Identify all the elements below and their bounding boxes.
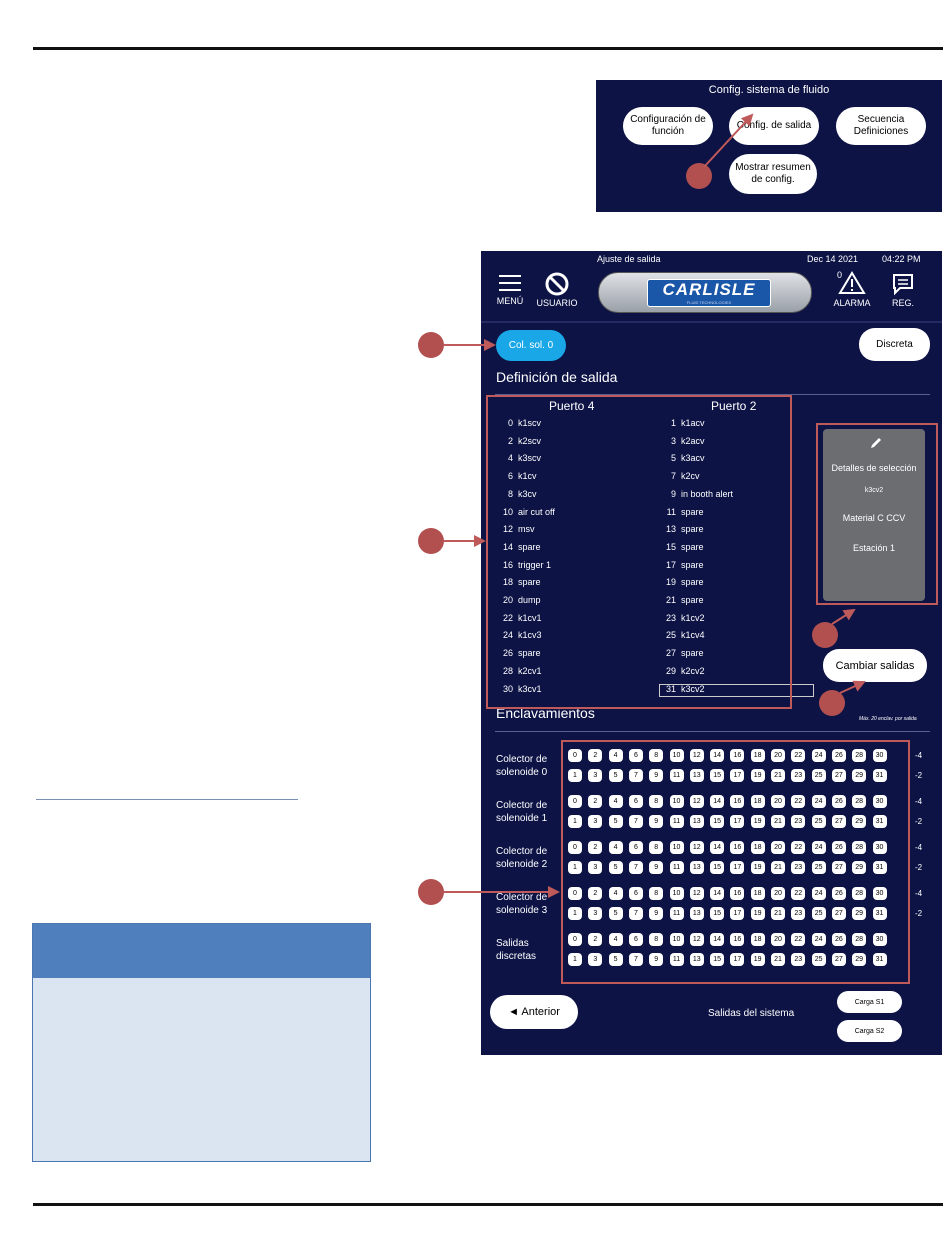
port-suffix: -4 [915, 751, 923, 760]
interlock-chip[interactable]: 27 [832, 861, 846, 874]
interlock-chip[interactable]: 21 [771, 907, 785, 920]
output-number: 18 [502, 577, 513, 588]
output-number: 31 [665, 683, 676, 694]
interlock-chip[interactable]: 11 [670, 907, 684, 920]
interlock-chip[interactable]: 14 [710, 887, 724, 900]
output-number: 26 [502, 648, 513, 659]
interlock-chip[interactable]: 12 [690, 795, 704, 808]
interlock-chip[interactable]: 4 [609, 795, 623, 808]
output-number: 17 [665, 559, 676, 570]
interlock-chip[interactable]: 2 [588, 887, 602, 900]
interlock-chip[interactable]: 31 [873, 861, 887, 874]
interlock-chip[interactable]: 27 [832, 815, 846, 828]
interlock-chip[interactable]: 18 [751, 795, 765, 808]
output-number: 1 [670, 418, 676, 428]
interlock-chip[interactable]: 3 [588, 815, 602, 828]
interlock-chip[interactable]: 20 [771, 841, 785, 854]
interlock-chip[interactable]: 27 [832, 769, 846, 782]
interlock-chip[interactable]: 28 [852, 887, 866, 900]
time-label: 04:22 PM [882, 254, 921, 264]
interlock-chip[interactable]: 1 [568, 815, 582, 828]
interlock-group-label-line: solenoide 1 [496, 813, 548, 824]
interlock-chip[interactable]: 16 [730, 795, 744, 808]
interlock-chip[interactable]: 18 [751, 841, 765, 854]
function-config-button[interactable]: Configuración de función [623, 107, 713, 145]
interlock-chip[interactable]: 17 [730, 861, 744, 874]
interlock-chip[interactable]: 23 [791, 769, 805, 782]
interlock-chip[interactable]: 8 [649, 749, 663, 762]
interlock-chip[interactable]: 6 [629, 795, 643, 808]
interlock-chip[interactable]: 8 [649, 795, 663, 808]
interlock-chip[interactable]: 16 [730, 841, 744, 854]
interlock-group-label-line: Colector de [496, 800, 548, 811]
output-number: 8 [507, 488, 513, 499]
output-config-button[interactable]: Config. de salida [729, 107, 819, 145]
interlock-chip[interactable]: 1 [568, 861, 582, 874]
interlock-chip[interactable]: 10 [670, 887, 684, 900]
interlock-chip[interactable]: 7 [629, 769, 643, 782]
interlock-chip[interactable]: 13 [690, 815, 704, 828]
output-name: spare [518, 541, 541, 552]
alarm-label: ALARMA [833, 298, 871, 308]
output-number: 24 [502, 630, 513, 641]
config-summary-button[interactable]: Mostrar resumen de config. [729, 154, 817, 194]
interlock-chip[interactable]: 17 [730, 815, 744, 828]
interlock-group-label-line: solenoide 2 [496, 859, 548, 870]
interlock-chip[interactable]: 22 [791, 887, 805, 900]
interlock-chip[interactable]: 24 [812, 841, 826, 854]
output-number: 25 [665, 630, 676, 641]
interlock-chip[interactable]: 7 [629, 861, 643, 874]
interlock-chip[interactable]: 29 [852, 861, 866, 874]
output-name: spare [681, 541, 704, 552]
output-number: 21 [665, 595, 676, 605]
interlock-chip[interactable]: 24 [812, 749, 826, 762]
interlock-chip[interactable]: 2 [588, 933, 602, 946]
output-name: k1cv4 [681, 630, 705, 641]
interlock-chip[interactable]: 30 [873, 795, 887, 808]
output-name: spare [681, 648, 704, 659]
interlock-chip[interactable]: 8 [649, 841, 663, 854]
user-label: USUARIO [536, 298, 578, 308]
interlock-chip[interactable]: 24 [812, 795, 826, 808]
output-name: k2acv [681, 435, 705, 446]
output-name: k3scv [518, 453, 542, 464]
interlock-group-label-line: solenoide 3 [496, 905, 548, 916]
interlock-chip[interactable]: 13 [690, 861, 704, 874]
interlock-chip[interactable]: 14 [710, 795, 724, 808]
port-2-header: Puerto 2 [711, 399, 757, 413]
interlock-chip[interactable]: 21 [771, 769, 785, 782]
interlock-chip[interactable]: 5 [609, 769, 623, 782]
interlock-chip[interactable]: 25 [812, 861, 826, 874]
interlock-chip[interactable]: 6 [629, 749, 643, 762]
interlock-chip[interactable]: 14 [710, 749, 724, 762]
output-name: spare [518, 648, 541, 659]
output-name: spare [681, 577, 704, 588]
interlock-chip[interactable]: 19 [751, 815, 765, 828]
interlock-chip[interactable]: 23 [791, 953, 805, 966]
output-number: 16 [502, 559, 513, 570]
interlock-chip[interactable]: 24 [812, 887, 826, 900]
interlock-chip[interactable]: 20 [771, 887, 785, 900]
output-name: air cut off [518, 506, 555, 517]
logo-subtext: FLUID TECHNOLOGIES [686, 300, 732, 305]
output-name: spare [681, 506, 704, 517]
interlock-chip[interactable]: 19 [751, 953, 765, 966]
interlock-chip[interactable]: 21 [771, 815, 785, 828]
output-name: trigger 1 [518, 559, 552, 570]
interlock-chip[interactable]: 3 [588, 769, 602, 782]
port-suffix: -4 [915, 889, 923, 898]
interlock-chip[interactable]: 14 [710, 841, 724, 854]
interlock-chip[interactable]: 1 [568, 907, 582, 920]
col-sol-0-button[interactable]: Col. sol. 0 [496, 330, 566, 361]
output-name: k1acv [681, 418, 705, 428]
port-suffix: -2 [915, 771, 923, 780]
output-number: 29 [665, 665, 676, 676]
interlock-chip[interactable]: 14 [710, 933, 724, 946]
interlock-chip[interactable]: 5 [609, 861, 623, 874]
interlock-chip[interactable]: 6 [629, 841, 643, 854]
interlock-chip[interactable]: 6 [629, 933, 643, 946]
interlock-chip[interactable]: 11 [670, 769, 684, 782]
interlocks-note: Máx. 20 enclav. por salida [859, 716, 917, 722]
interlock-chip[interactable]: 31 [873, 815, 887, 828]
interlock-chip[interactable]: 23 [791, 907, 805, 920]
interlock-chip[interactable]: 2 [588, 841, 602, 854]
interlock-chip[interactable]: 15 [710, 907, 724, 920]
interlock-chip[interactable]: 19 [751, 769, 765, 782]
interlock-chip[interactable]: 3 [588, 953, 602, 966]
output-number: 11 [666, 506, 676, 517]
output-name: spare [681, 524, 704, 535]
output-number: 5 [670, 453, 676, 464]
menu-label: MENÚ [496, 296, 524, 306]
interlock-chip[interactable]: 28 [852, 749, 866, 762]
interlock-chip[interactable]: 28 [852, 841, 866, 854]
interlock-chip[interactable]: 13 [690, 907, 704, 920]
interlock-chip[interactable]: 1 [568, 953, 582, 966]
interlock-chip[interactable]: 30 [873, 749, 887, 762]
port-4-header: Puerto 4 [549, 399, 595, 413]
interlock-chip[interactable]: 2 [588, 749, 602, 762]
interlock-chip[interactable]: 1 [568, 769, 582, 782]
output-number: 28 [502, 665, 513, 676]
interlock-chip[interactable]: 7 [629, 953, 643, 966]
output-name: spare [681, 559, 704, 570]
interlock-chip[interactable]: 10 [670, 933, 684, 946]
interlock-chip[interactable]: 25 [812, 815, 826, 828]
port-suffix: -2 [915, 863, 923, 872]
logo-text: CARLISLE [662, 280, 756, 299]
output-name: k3cv1 [518, 683, 542, 694]
screen-title: Ajuste de salida [597, 254, 661, 264]
interlock-chip[interactable]: 3 [588, 907, 602, 920]
interlock-chip[interactable]: 16 [730, 749, 744, 762]
output-name: dump [518, 595, 541, 605]
interlock-chip[interactable]: 27 [832, 907, 846, 920]
interlock-chip[interactable]: 4 [609, 933, 623, 946]
interlock-chip[interactable]: 23 [791, 815, 805, 828]
output-number: 12 [502, 524, 513, 535]
interlock-chip[interactable]: 28 [852, 795, 866, 808]
interlock-chip[interactable]: 25 [812, 907, 826, 920]
interlock-chip[interactable]: 17 [730, 953, 744, 966]
load-s2-button[interactable]: Carga S2 [837, 1020, 902, 1042]
interlock-chip[interactable]: 7 [629, 815, 643, 828]
output-number: 4 [507, 453, 513, 464]
interlock-chip[interactable]: 23 [791, 861, 805, 874]
interlock-chip[interactable]: 2 [588, 795, 602, 808]
output-name: k2cv2 [681, 665, 705, 676]
back-button[interactable]: ◄ Anterior [490, 995, 578, 1029]
interlocks-title: Enclavamientos [496, 705, 595, 721]
interlock-chip[interactable]: 10 [670, 795, 684, 808]
interlock-chip[interactable]: 24 [812, 933, 826, 946]
selection-station: Estación 1 [852, 543, 896, 553]
output-number: 3 [670, 435, 676, 446]
output-number: 9 [670, 488, 676, 499]
interlock-chip[interactable]: 29 [852, 769, 866, 782]
interlock-chip[interactable]: 0 [568, 933, 582, 946]
port-suffix: -2 [915, 817, 923, 826]
interlock-chip[interactable]: 7 [629, 907, 643, 920]
interlock-chip[interactable]: 16 [730, 887, 744, 900]
output-name: k3cv [518, 488, 537, 499]
interlock-chip[interactable]: 18 [751, 749, 765, 762]
interlock-chip[interactable]: 31 [873, 769, 887, 782]
interlock-chip[interactable]: 9 [649, 861, 663, 874]
interlock-chip[interactable]: 8 [649, 887, 663, 900]
interlock-chip[interactable]: 18 [751, 887, 765, 900]
output-name: in booth alert [681, 488, 734, 499]
output-number: 13 [665, 524, 676, 535]
interlock-chip[interactable]: 15 [710, 815, 724, 828]
interlock-chip[interactable]: 26 [832, 887, 846, 900]
output-number: 7 [670, 471, 676, 482]
system-outputs-label: Salidas del sistema [708, 1008, 795, 1019]
interlock-chip[interactable]: 11 [670, 815, 684, 828]
interlock-chip[interactable]: 17 [730, 907, 744, 920]
interlock-chip[interactable]: 26 [832, 749, 846, 762]
interlock-chip[interactable]: 0 [568, 841, 582, 854]
fluid-config-title: Config. sistema de fluido [708, 84, 830, 96]
interlock-chip[interactable]: 21 [771, 861, 785, 874]
interlock-chip[interactable]: 28 [852, 933, 866, 946]
output-number: 6 [507, 471, 513, 482]
interlock-chip[interactable]: 29 [852, 815, 866, 828]
interlock-chip[interactable]: 13 [690, 769, 704, 782]
output-number: 15 [665, 541, 676, 552]
selection-output-name: k3cv2 [864, 487, 884, 494]
output-name: k1scv [518, 418, 542, 428]
interlock-chip[interactable]: 16 [730, 933, 744, 946]
interlock-chip[interactable]: 4 [609, 749, 623, 762]
interlock-chip[interactable]: 15 [710, 953, 724, 966]
load-s1-button[interactable]: Carga S1 [837, 991, 902, 1013]
interlock-chip[interactable]: 6 [629, 887, 643, 900]
port-suffix: -4 [915, 797, 923, 806]
interlock-chip[interactable]: 31 [873, 907, 887, 920]
interlock-chip[interactable]: 19 [751, 861, 765, 874]
output-number: 22 [502, 612, 513, 623]
output-number: 27 [665, 648, 676, 659]
interlock-chip[interactable]: 5 [609, 815, 623, 828]
interlock-chip[interactable]: 30 [873, 887, 887, 900]
output-number: 14 [502, 541, 513, 552]
output-name: k1cv [518, 471, 537, 482]
output-number: 30 [502, 683, 513, 694]
output-name: spare [518, 577, 541, 588]
discrete-button[interactable]: Discreta [859, 328, 930, 361]
interlock-chip[interactable]: 22 [791, 795, 805, 808]
interlock-group-label-line: Colector de [496, 846, 548, 857]
interlock-chip[interactable]: 30 [873, 841, 887, 854]
output-number: 23 [665, 612, 676, 623]
interlock-chip[interactable]: 0 [568, 795, 582, 808]
output-number: 0 [507, 418, 513, 428]
interlock-chip[interactable]: 27 [832, 953, 846, 966]
selection-details-title: Detalles de selección [831, 463, 917, 473]
interlock-group-label-line: Colector de [496, 892, 548, 903]
port-suffix: -4 [915, 843, 923, 852]
interlock-chip[interactable]: 19 [751, 907, 765, 920]
interlock-chip[interactable]: 17 [730, 769, 744, 782]
date-label: Dec 14 2021 [807, 254, 859, 264]
interlock-chip[interactable]: 13 [690, 953, 704, 966]
output-name: k2cv1 [518, 665, 542, 676]
interlock-chip[interactable]: 10 [670, 841, 684, 854]
interlock-chip[interactable]: 9 [649, 907, 663, 920]
interlock-chip[interactable]: 15 [710, 861, 724, 874]
selection-material: Material C CCV [842, 513, 906, 523]
interlock-chip[interactable]: 22 [791, 841, 805, 854]
interlock-chip[interactable]: 25 [812, 953, 826, 966]
interlock-chip[interactable]: 0 [568, 749, 582, 762]
interlock-chip[interactable]: 12 [690, 933, 704, 946]
interlock-chip[interactable]: 11 [670, 953, 684, 966]
output-number: 2 [507, 435, 513, 446]
output-name: k2scv [518, 435, 542, 446]
interlock-chip[interactable]: 26 [832, 795, 846, 808]
sequence-definitions-button[interactable]: Secuencia Definiciones [836, 107, 926, 145]
output-name: msv [518, 524, 535, 535]
interlock-chip[interactable]: 12 [690, 749, 704, 762]
output-name: k1cv2 [681, 612, 705, 623]
port-suffix: -2 [915, 909, 923, 918]
interlock-chip[interactable]: 20 [771, 749, 785, 762]
interlock-chip[interactable]: 9 [649, 769, 663, 782]
interlock-chip[interactable]: 4 [609, 841, 623, 854]
interlock-chip[interactable]: 22 [791, 749, 805, 762]
output-name: spare [681, 595, 704, 605]
output-name: k1cv1 [518, 612, 542, 623]
output-number: 19 [665, 577, 676, 588]
output-name: k3cv2 [681, 683, 705, 694]
interlock-group-label-line: Salidas [496, 938, 529, 949]
output-name: k3acv [681, 453, 705, 464]
interlock-chip[interactable]: 5 [609, 953, 623, 966]
interlock-chip[interactable]: 12 [690, 841, 704, 854]
interlock-group-label-line: solenoide 0 [496, 767, 548, 778]
output-number: 20 [502, 595, 513, 605]
interlock-chip[interactable]: 4 [609, 887, 623, 900]
interlock-group-label-line: discretas [496, 951, 537, 962]
interlock-chip[interactable]: 3 [588, 861, 602, 874]
output-definition-title: Definición de salida [496, 369, 618, 385]
interlock-chip[interactable]: 9 [649, 953, 663, 966]
interlock-chip[interactable]: 9 [649, 815, 663, 828]
interlock-chip[interactable]: 10 [670, 749, 684, 762]
alarm-count: 0 [837, 270, 843, 280]
output-number: 10 [502, 506, 513, 517]
interlock-chip[interactable]: 5 [609, 907, 623, 920]
interlock-chip[interactable]: 30 [873, 933, 887, 946]
interlock-chip[interactable]: 18 [751, 933, 765, 946]
output-name: k1cv3 [518, 630, 542, 641]
interlock-chip[interactable]: 22 [791, 933, 805, 946]
interlock-chip[interactable]: 12 [690, 887, 704, 900]
output-name: k2cv [681, 471, 700, 482]
interlock-chip[interactable]: 26 [832, 841, 846, 854]
interlock-chip[interactable]: 29 [852, 953, 866, 966]
interlock-group-label-line: Colector de [496, 754, 548, 765]
interlock-chip[interactable]: 20 [771, 933, 785, 946]
interlock-chip[interactable]: 21 [771, 953, 785, 966]
interlock-chip[interactable]: 8 [649, 933, 663, 946]
interlock-chip[interactable]: 31 [873, 953, 887, 966]
interlock-chip[interactable]: 26 [832, 933, 846, 946]
interlock-chip[interactable]: 25 [812, 769, 826, 782]
interlock-chip[interactable]: 0 [568, 887, 582, 900]
interlock-chip[interactable]: 15 [710, 769, 724, 782]
interlock-chip[interactable]: 20 [771, 795, 785, 808]
change-outputs-button[interactable]: Cambiar salidas [823, 649, 927, 682]
interlock-chip[interactable]: 11 [670, 861, 684, 874]
reg-label: REG. [891, 298, 914, 308]
interlock-chip[interactable]: 29 [852, 907, 866, 920]
